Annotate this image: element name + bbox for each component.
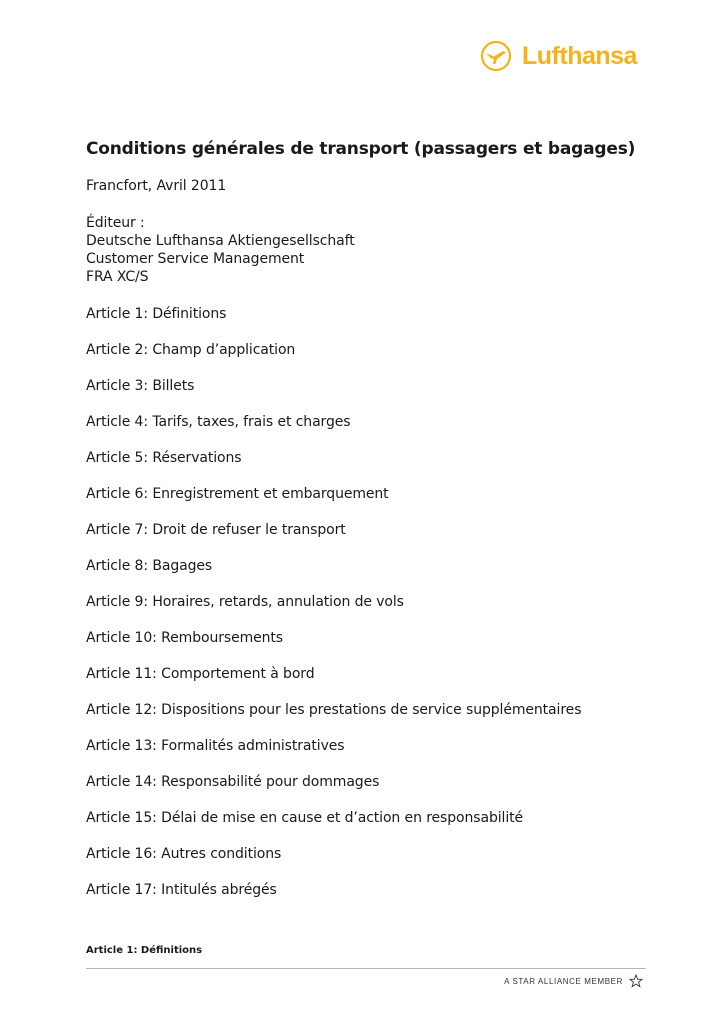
toc-item: Article 15: Délai de mise en cause et d’action en responsabilité (86, 810, 524, 826)
brand-name: Lufthansa (522, 41, 637, 70)
editor-line: FRA XC/S (86, 269, 149, 285)
footer-divider (86, 968, 646, 969)
editor-label: Éditeur : (86, 215, 145, 231)
star-alliance-icon (628, 974, 644, 988)
toc-item: Article 6: Enregistrement et embarquement (86, 486, 389, 502)
crane-logo-icon (480, 40, 512, 72)
toc-item: Article 1: Définitions (86, 306, 227, 322)
toc-item: Article 12: Dispositions pour les prestations de service supplémentaires (86, 702, 582, 718)
toc-item: Article 11: Comportement à bord (86, 666, 315, 682)
toc-item: Article 17: Intitulés abrégés (86, 882, 277, 898)
document-body (86, 136, 666, 899)
toc-item: Article 8: Bagages (86, 558, 213, 574)
brand-logo (480, 40, 637, 72)
toc-item: Article 2: Champ d’application (86, 342, 296, 358)
toc-item: Article 4: Tarifs, taxes, frais et charges (86, 414, 351, 430)
section-heading: Article 1: Définitions (86, 945, 203, 956)
editor-line: Customer Service Management (86, 251, 305, 267)
table-of-contents (86, 305, 666, 899)
toc-item: Article 7: Droit de refuser le transport (86, 522, 346, 538)
toc-item: Article 9: Horaires, retards, annulation de vols (86, 594, 404, 610)
alliance-text: A STAR ALLIANCE MEMBER (504, 976, 623, 986)
toc-item: Article 3: Billets (86, 378, 195, 394)
toc-item: Article 13: Formalités administratives (86, 738, 345, 754)
editor-block (86, 214, 666, 286)
toc-item: Article 5: Réservations (86, 450, 242, 466)
editor-line: Deutsche Lufthansa Aktiengesellschaft (86, 233, 355, 249)
toc-item: Article 14: Responsabilité pour dommages (86, 774, 380, 790)
document-date: Francfort, Avril 2011 (86, 178, 227, 194)
document-title: Conditions générales de transport (passagers et bagages) (86, 139, 636, 159)
footer (504, 974, 644, 988)
toc-item: Article 16: Autres conditions (86, 846, 282, 862)
toc-item: Article 10: Remboursements (86, 630, 283, 646)
